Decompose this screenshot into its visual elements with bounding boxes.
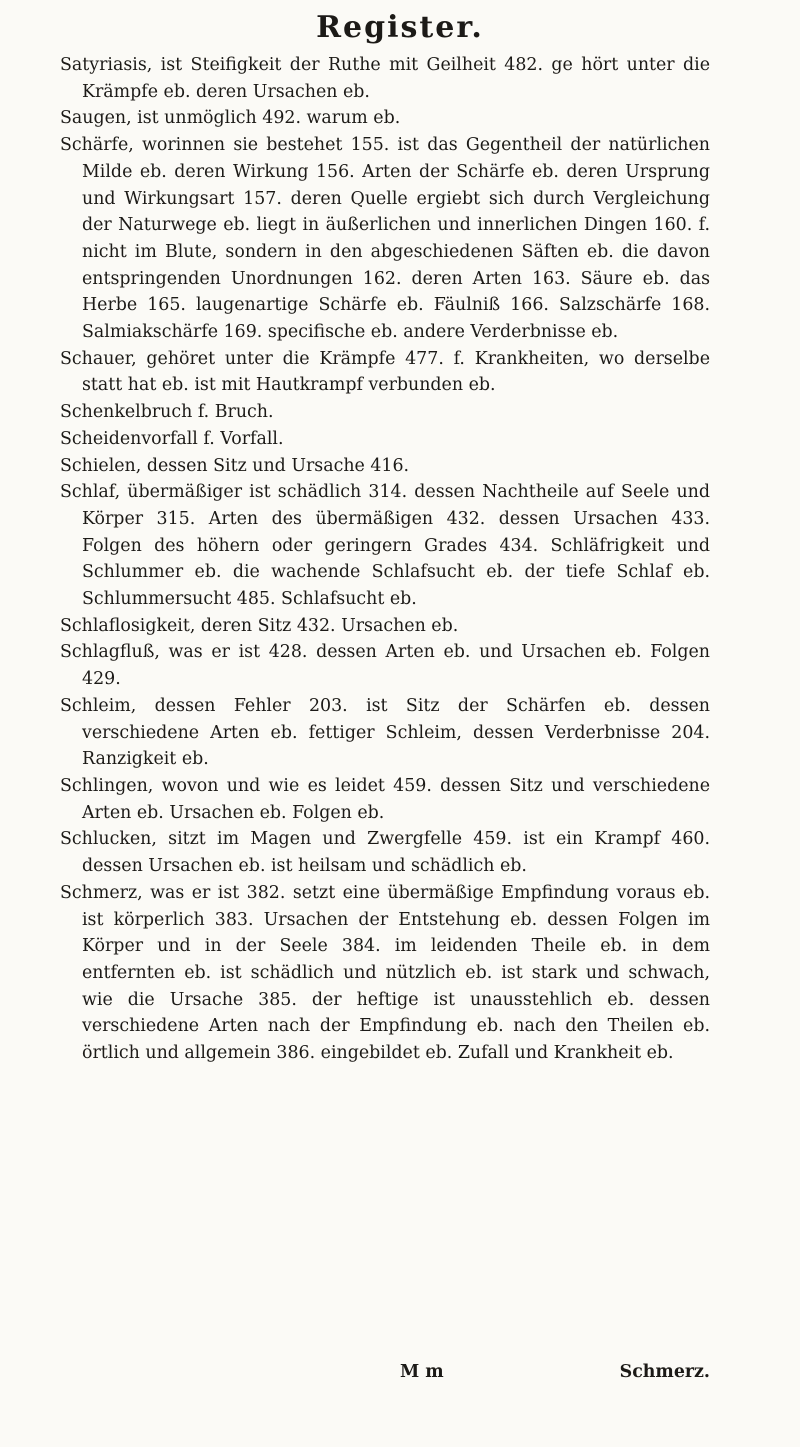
register-entry: Scheidenvorfall f. Vorfall. xyxy=(60,428,284,449)
register-entries xyxy=(60,52,710,1067)
page-header: Register. xyxy=(316,10,484,45)
register-entry: Satyriasis, ist Steifigkeit der Ruthe mit Geilheit 482. ge hört unter die Krämpfe eb. deren Ursachen eb. xyxy=(60,55,710,102)
register-entry: Schmerz, was er ist 382. setzt eine übermäßige Empfindung voraus eb. ist körperlich 383. Ursachen der Entstehung eb. dessen Folgen im Körper und in der Seele 384. im leidenden Theile eb. in dem entfernten eb. ist schädlich und nützlich eb. ist stark und schwach, wie die Ursache 385. der heftige ist unausstehlich eb. dessen verschiedene Arten nach der Empfindung eb. nach den Theilen eb. örtlich und allgemein 386. eingebildet eb. Zufall und Krankheit eb. xyxy=(60,882,710,1064)
register-entry: Schleim, dessen Fehler 203. ist Sitz der Schärfen eb. dessen verschiedene Arten eb. fettiger Schleim, dessen Verderbnisse 204. Ranzigkeit eb. xyxy=(60,695,710,770)
signature-mark: M m xyxy=(400,1362,444,1382)
register-entry: Schlucken, sitzt im Magen und Zwergfelle 459. ist ein Krampf 460. dessen Ursachen eb. ist heilsam und schädlich eb. xyxy=(60,829,710,877)
register-entry: Schenkelbruch f. Bruch. xyxy=(60,402,274,423)
catchword: Schmerz. xyxy=(619,1362,710,1382)
register-entry: Schlingen, wovon und wie es leidet 459. dessen Sitz und verschiedene Arten eb. Ursachen eb. Folgen eb. xyxy=(60,775,710,823)
register-entry: Schärfe, worinnen sie bestehet 155. ist das Gegentheil der natürlichen Milde eb. deren Wirkung 156. Arten der Schärfe eb. deren Ursprung und Wirkungsart 157. deren Quelle ergiebt sich durch Vergleichung der Naturwege eb. liegt in äußerlichen und innerlichen Dingen 160. f. nicht im Blute, sondern in den abgeschiedenen Säften eb. die davon entspringenden Unordnungen 162. deren Arten 163. Säure eb. das Herbe 165. laugenartige Schärfe eb. Fäulniß 166. Salzschärfe 168. Salmiakschärfe 169. specifische eb. andere Verderbnisse eb. xyxy=(60,135,710,343)
register-entry: Schlagfluß, was er ist 428. dessen Arten eb. und Ursachen eb. Folgen 429. xyxy=(60,642,710,690)
register-entry: Saugen, ist unmöglich 492. warum eb. xyxy=(60,108,401,129)
register-entry: Schielen, dessen Sitz und Ursache 416. xyxy=(60,455,410,476)
register-entry: Schauer, gehöret unter die Krämpfe 477. f. Krankheiten, wo derselbe statt hat eb. ist mit Hautkrampf verbunden eb. xyxy=(60,348,710,396)
register-entry: Schlaf, übermäßiger ist schädlich 314. dessen Nachtheile auf Seele und Körper 315. Arten des übermäßigen 432. dessen Ursachen 433. Folgen des höhern oder geringern Grades 434. Schläfrigkeit und Schlummer eb. die wachende Schlafsucht eb. der tiefe Schlaf eb. Schlummersucht 485. Schlafsucht eb. xyxy=(60,482,710,610)
register-entry: Schlaflosigkeit, deren Sitz 432. Ursachen eb. xyxy=(60,615,459,636)
